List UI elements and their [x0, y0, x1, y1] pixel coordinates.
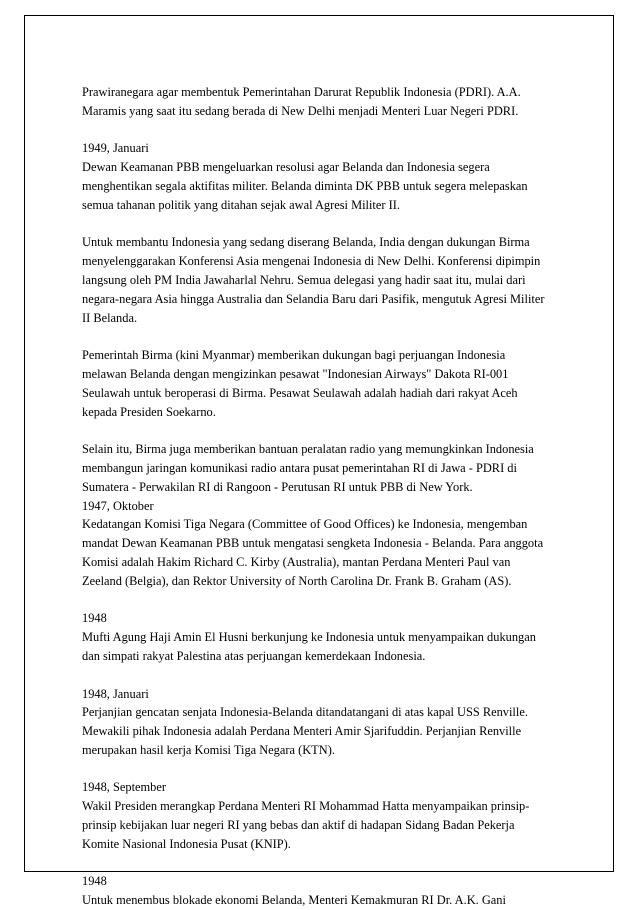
text-line: Kedatangan Komisi Tiga Negara (Committee of Good Offices) ke Indonesia, mengemban: [82, 517, 528, 532]
text-line: langsung oleh PM India Jawaharlal Nehru. Semua delegasi yang hadir saat itu, mulai dari: [82, 272, 526, 287]
text-line: merupakan hasil kerja Komisi Tiga Negara (KTN).: [82, 742, 335, 757]
text-line: Mufti Agung Haji Amin El Husni berkunjung ke Indonesia untuk menyampaikan dukungan: [82, 630, 536, 645]
text-line: Maramis yang saat itu sedang berada di New Delhi menjadi Menteri Luar Negeri PDRI.: [82, 103, 519, 118]
entry-1948-januari: [82, 685, 592, 760]
text-line: Komite Nasional Indonesia Pusat (KNIP).: [82, 836, 291, 851]
text-line: II Belanda.: [82, 310, 138, 325]
text-line: Prawiranegara agar membentuk Pemerintahan Darurat Republik Indonesia (PDRI). A.A.: [82, 85, 521, 99]
document-body: [82, 83, 592, 910]
text-line: menghentikan segala aktifitas militer. Belanda diminta DK PBB untuk segera melepaskan: [82, 178, 528, 193]
text-line: Komisi adalah Hakim Richard C. Kirby (Australia), mantan Perdana Menteri Paul van: [82, 554, 511, 569]
date-heading: 1948: [82, 611, 107, 626]
text-line: Selain itu, Birma juga memberikan bantuan peralatan radio yang memungkinkan Indonesia: [82, 442, 534, 457]
paragraph-birma-radio: [82, 440, 592, 496]
text-line: Zeeland (Belgia), dan Rektor University of North Carolina Dr. Frank B. Graham (AS).: [82, 573, 512, 588]
date-heading: 1947, Oktober: [82, 498, 154, 513]
text-line: negara-negara Asia hingga Australia dan Selandia Baru dari Pasifik, mengutuk Agresi Militer: [82, 291, 545, 306]
text-line: menyelenggarakan Konferensi Asia mengenai Indonesia di New Delhi. Konferensi dipimpin: [82, 254, 541, 269]
entry-1949-januari: [82, 139, 592, 214]
paragraph-pdri: [82, 83, 592, 121]
text-line: mandat Dewan Keamanan PBB untuk mengatasi sengketa Indonesia - Belanda. Para anggota: [82, 536, 544, 551]
entry-1948-september: [82, 778, 592, 853]
text-line: prinsip kebijakan luar negeri RI yang bebas dan aktif di hadapan Sidang Badan Pekerja: [82, 818, 515, 833]
text-line: melawan Belanda dengan mengizinkan pesawat "Indonesian Airways" Dakota RI-001: [82, 366, 509, 381]
text-line: Untuk menembus blokade ekonomi Belanda, Menteri Kemakmuran RI Dr. A.K. Gani: [82, 893, 506, 908]
text-line: Mewakili pihak Indonesia adalah Perdana Menteri Amir Sjarifuddin. Perjanjian Renville: [82, 724, 522, 739]
date-heading: 1948: [82, 874, 107, 889]
text-line: Dewan Keamanan PBB mengeluarkan resolusi agar Belanda dan Indonesia segera: [82, 160, 490, 175]
entry-1948-blokade: [82, 872, 592, 910]
text-line: Seulawah untuk beroperasi di Birma. Pesawat Seulawah adalah hadiah dari rakyat Aceh: [82, 385, 518, 400]
text-line: Sumatera - Perwakilan RI di Rangoon - Perutusan RI untuk PBB di New York.: [82, 479, 473, 494]
entry-1947-oktober: [82, 497, 592, 591]
date-heading: 1949, Januari: [82, 141, 149, 156]
text-line: membangun jaringan komunikasi radio antara pusat pemerintahan RI di Jawa - PDRI di: [82, 460, 517, 475]
text-line: Wakil Presiden merangkap Perdana Menteri RI Mohammad Hatta menyampaikan prinsip-: [82, 799, 530, 814]
text-line: Pemerintah Birma (kini Myanmar) memberikan dukungan bagi perjuangan Indonesia: [82, 348, 506, 363]
document-page: [24, 15, 614, 908]
text-line: Untuk membantu Indonesia yang sedang diserang Belanda, India dengan dukungan Birma: [82, 235, 530, 250]
date-heading: 1948, Januari: [82, 686, 149, 701]
text-line: Perjanjian gencatan senjata Indonesia-Belanda ditandatangani di atas kapal USS Renville.: [82, 705, 528, 720]
entry-1948-mufti: [82, 609, 592, 665]
paragraph-birma-seulawah: [82, 346, 592, 421]
date-heading: 1948, September: [82, 780, 166, 795]
text-line: dan simpati rakyat Palestina atas perjuangan kemerdekaan Indonesia.: [82, 648, 426, 663]
text-line: semua tahanan politik yang ditahan sejak awal Agresi Militer II.: [82, 197, 400, 212]
text-line: kepada Presiden Soekarno.: [82, 404, 216, 419]
paragraph-konferensi-asia: [82, 233, 592, 327]
